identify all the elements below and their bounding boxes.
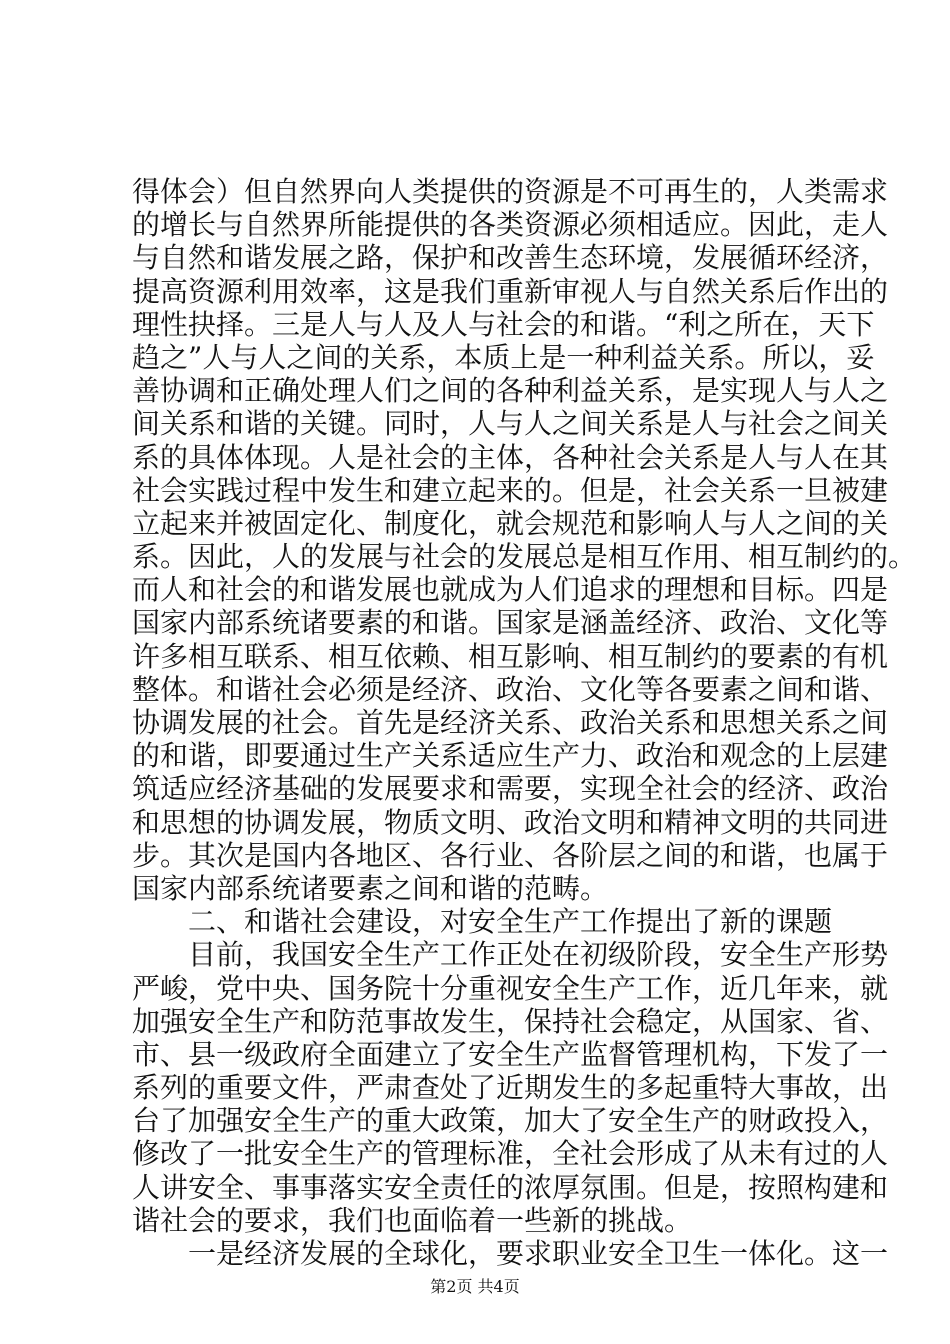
page-number-footer: 第2页 共4页 <box>430 1277 520 1296</box>
text-line: 协调发展的社会。首先是经济关系、政治关系和思想关系之间 <box>132 706 889 739</box>
text-line: 国家内部系统诸要素的和谐。国家是涵盖经济、政治、文化等 <box>132 606 889 640</box>
text-line: 谐社会的要求，我们也面临着一些新的挑战。 <box>132 1203 693 1237</box>
text-line: 台了加强安全生产的重大政策，加大了安全生产的财政投入， <box>132 1104 889 1138</box>
text-line: 国家内部系统诸要素之间和谐的范畴。 <box>132 871 609 905</box>
text-line: 加强安全生产和防范事故发生，保持社会稳定，从国家、省、 <box>132 1004 889 1038</box>
text-line: 理性抉择。三是人与人及人与社会的和谐。“利之所在，天下 <box>132 307 875 341</box>
text-line: 修改了一批安全生产的管理标准，全社会形成了从未有过的人 <box>132 1137 889 1171</box>
text-line: 得体会）但自然界向人类提供的资源是不可再生的，人类需求 <box>132 175 889 208</box>
text-line: 整体。和谐社会必须是经济、政治、文化等各要素之间和谐、 <box>132 672 889 706</box>
text-line: 提高资源利用效率，这是我们重新审视人与自然关系后作出的 <box>132 274 889 308</box>
text-line: 社会实践过程中发生和建立起来的。但是，社会关系一旦被建 <box>132 473 889 507</box>
text-line: 的和谐，即要通过生产关系适应生产力、政治和观念的上层建 <box>132 739 889 773</box>
text-line: 人讲安全、事事落实安全责任的浓厚氛围。但是，按照构建和 <box>132 1170 889 1204</box>
text-line: 系。因此，人的发展与社会的发展总是相互作用、相互制约的。 <box>132 540 917 574</box>
text-line: 市、县一级政府全面建立了安全生产监督管理机构，下发了一 <box>132 1037 889 1071</box>
text-line: 间关系和谐的关键。同时，人与人之间关系是人与社会之间关 <box>132 407 889 441</box>
text-line: 立起来并被固定化、制度化，就会规范和影响人与人之间的关 <box>132 506 889 540</box>
text-line: 的增长与自然界所能提供的各类资源必须相适应。因此，走人 <box>132 208 889 242</box>
text-line: 严峻，党中央、国务院十分重视安全生产工作，近几年来，就 <box>132 971 889 1005</box>
text-line: 步。其次是国内各地区、各行业、各阶层之间的和谐，也属于 <box>132 838 889 872</box>
section-heading: 二、和谐社会建设，对安全生产工作提出了新的课题 <box>132 905 833 939</box>
text-line: 目前，我国安全生产工作正处在初级阶段，安全生产形势 <box>132 938 889 972</box>
text-line: 善协调和正确处理人们之间的各种利益关系，是实现人与人之 <box>132 374 889 408</box>
text-line: 系列的重要文件，严肃查处了近期发生的多起重特大事故，出 <box>132 1071 889 1105</box>
text-line: 与自然和谐发展之路，保护和改善生态环境，发展循环经济， <box>132 241 889 275</box>
text-line: 而人和社会的和谐发展也就成为人们追求的理想和目标。四是 <box>132 573 889 607</box>
text-line: 系的具体体现。人是社会的主体，各种社会关系是人与人在其 <box>132 440 889 474</box>
text-line: 许多相互联系、相互依赖、相互影响、相互制约的要素的有机 <box>132 639 889 673</box>
text-line: 趋之”人与人之间的关系，本质上是一种利益关系。所以，妥 <box>132 340 875 374</box>
text-line: 和思想的协调发展，物质文明、政治文明和精神文明的共同进 <box>132 805 889 839</box>
text-line: 一是经济发展的全球化，要求职业安全卫生一体化。这一 <box>132 1237 889 1270</box>
body-text <box>132 175 917 1270</box>
text-line: 筑适应经济基础的发展要求和需要，实现全社会的经济、政治 <box>132 772 889 806</box>
